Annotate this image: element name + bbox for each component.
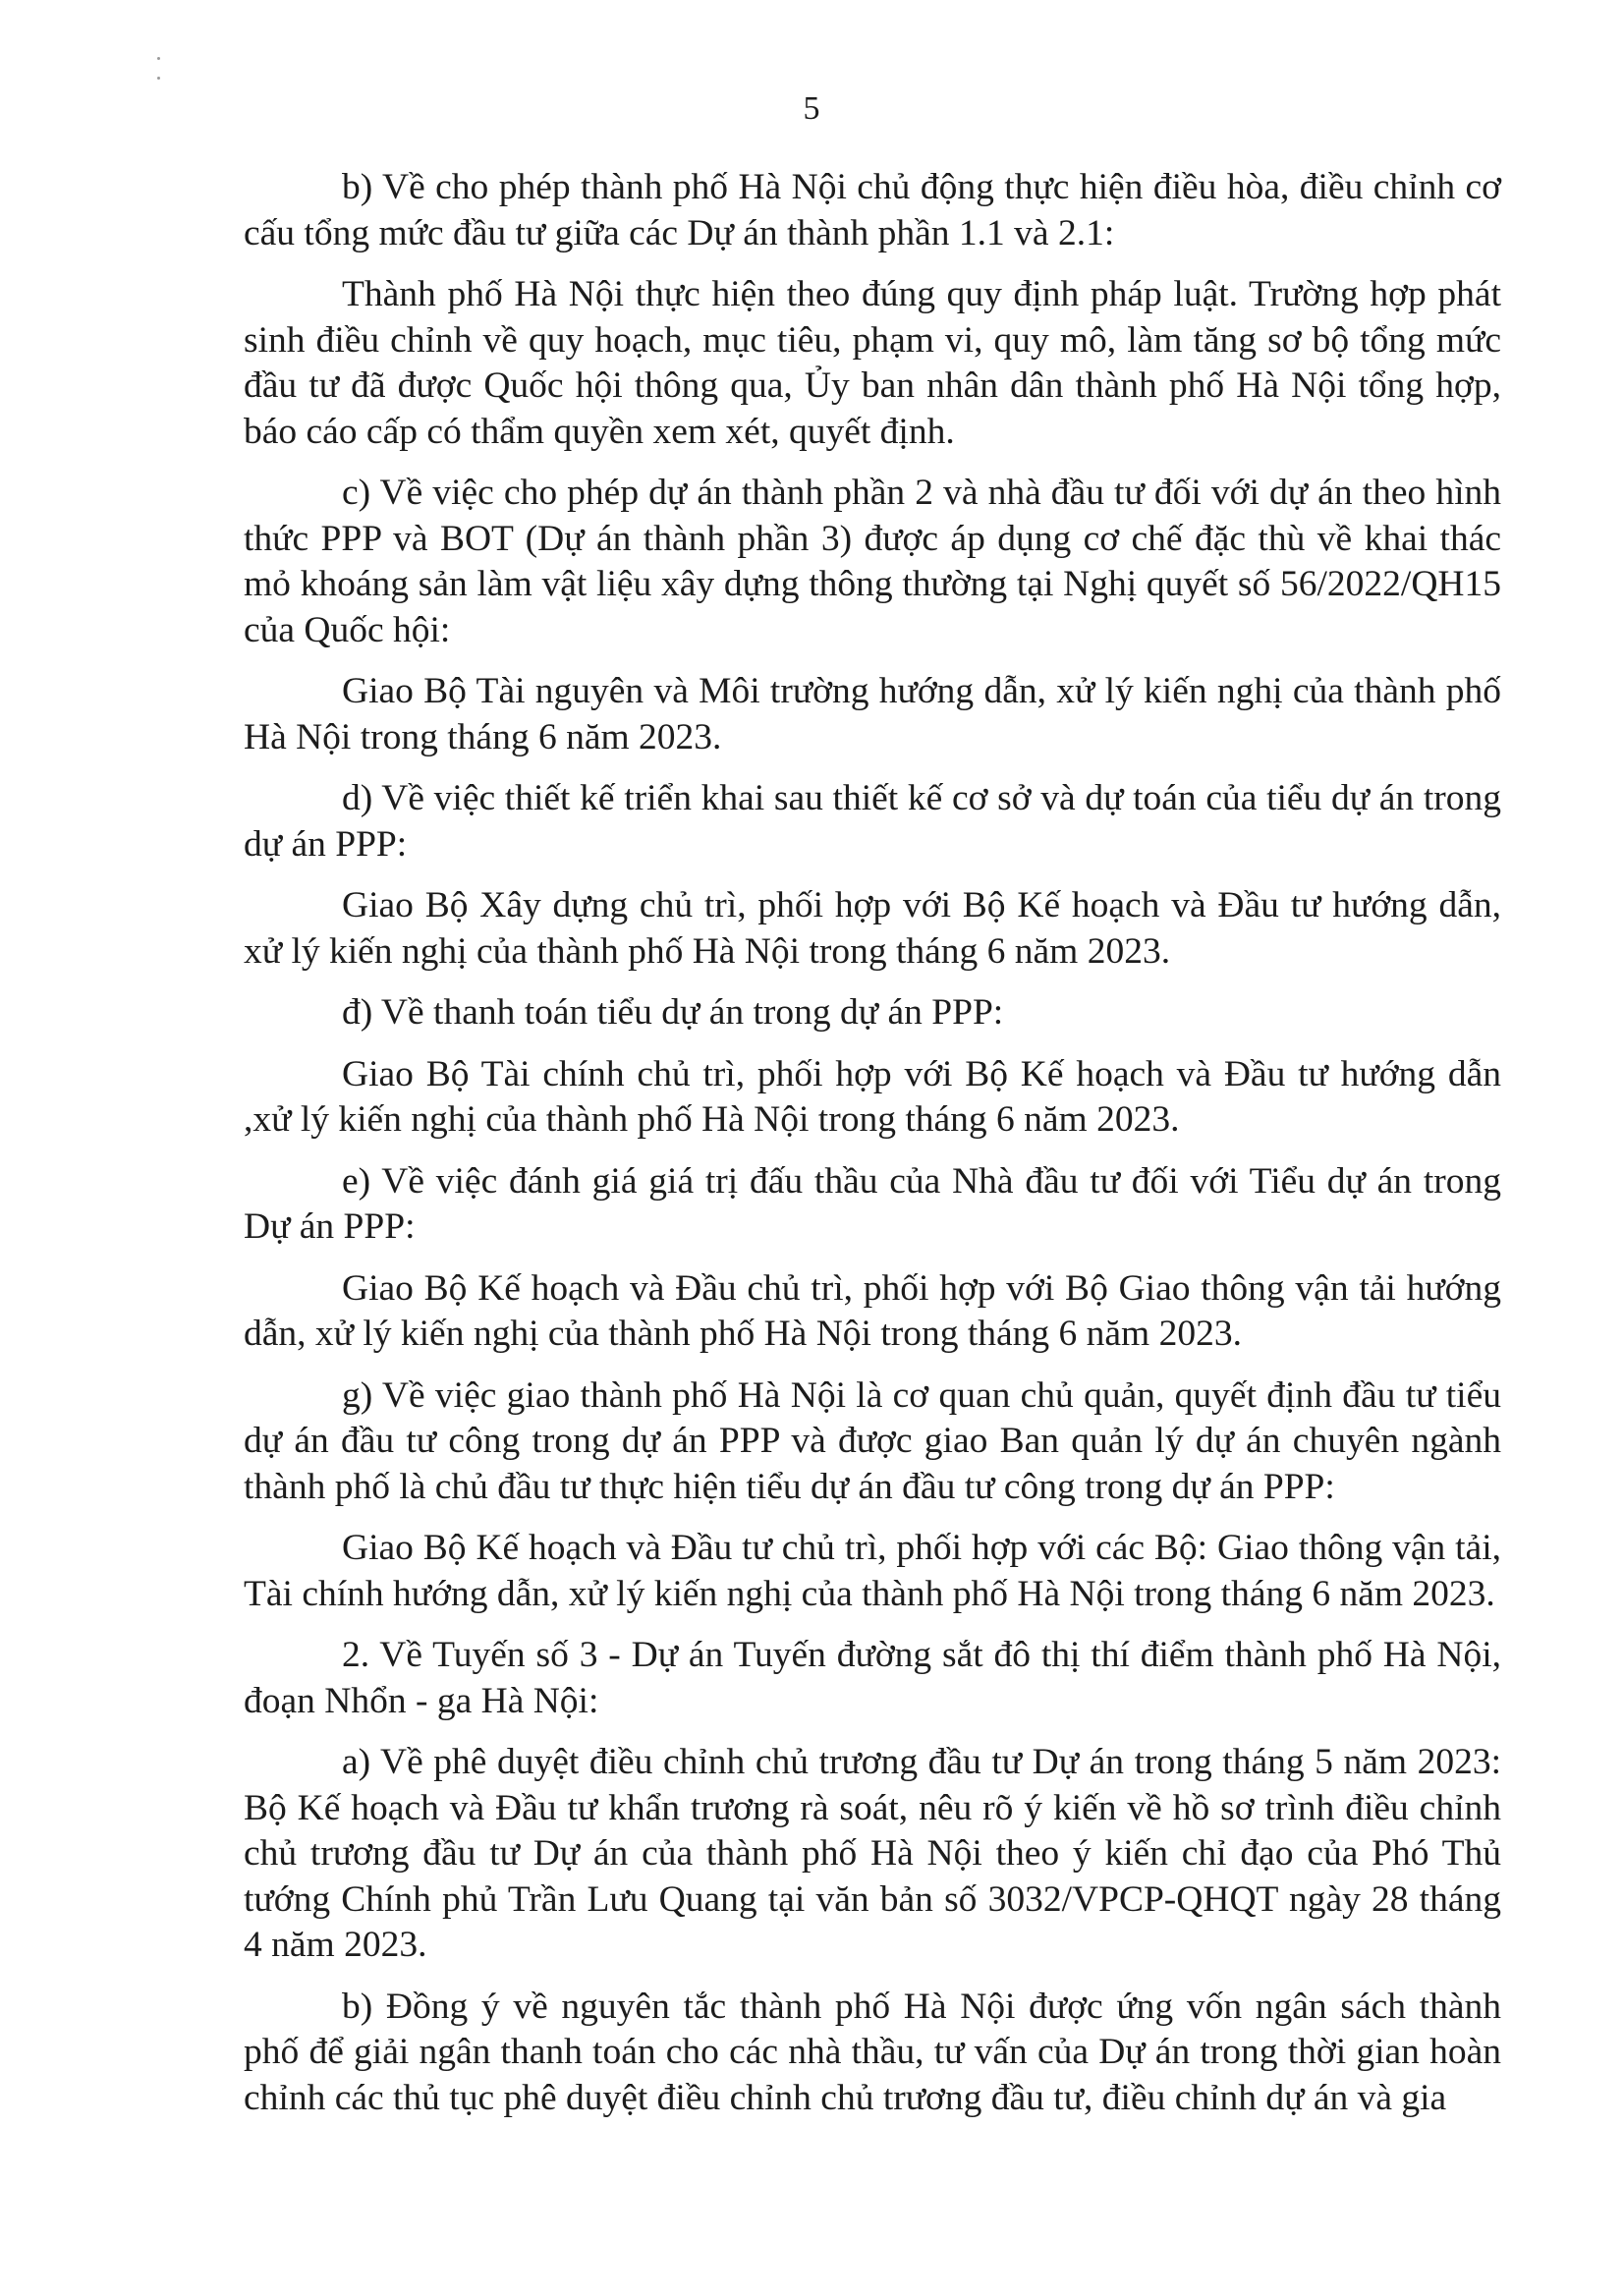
paragraph-1dd-heading: đ) Về thanh toán tiểu dự án trong dự án PPP:	[342, 992, 1004, 1033]
paragraph-1d-body: Giao Bộ Xây dựng chủ trì, phối hợp với Bộ Kế hoạch và Đầu tư hướng dẫn, xử lý kiến nghị của thành phố Hà Nội trong tháng 6 năm 2023.	[244, 885, 1501, 972]
paragraph-2b: b) Đồng ý về nguyên tắc thành phố Hà Nội được ứng vốn ngân sách thành phố để giải ngân thanh toán cho các nhà thầu, tư vấn của Dự án trong thời gian hoàn chỉnh các thủ tục phê duyệt điều chỉnh chủ trương đầu tư, điều chỉnh dự án và gia	[244, 1986, 1501, 2118]
paragraph-1g-heading: g) Về việc giao thành phố Hà Nội là cơ quan chủ quản, quyết định đầu tư tiểu dự án đầu tư công trong dự án PPP và được giao Ban quản lý dự án chuyên ngành thành phố là chủ đầu tư thực hiện tiểu dự án đầu tư công trong dự án PPP:	[244, 1374, 1501, 1507]
paragraph-2a: a) Về phê duyệt điều chỉnh chủ trương đầu tư Dự án trong tháng 5 năm 2023: Bộ Kế hoạch và Đầu tư khẩn trương rà soát, nêu rõ ý kiến về hồ sơ trình điều chỉnh chủ trương đầu tư Dự án của thành phố Hà Nội theo ý kiến chỉ đạo của Phó Thủ tướng Chính phủ Trần Lưu Quang tại văn bản số 3032/VPCP-QHQT ngày 28 tháng 4 năm 2023.	[244, 1742, 1501, 1965]
paragraph-1c-heading: c) Về việc cho phép dự án thành phần 2 và nhà đầu tư đối với dự án theo hình thức PPP và BOT (Dự án thành phần 3) được áp dụng cơ chế đặc thù về khai thác mỏ khoáng sản làm vật liệu xây dựng thông thường tại Nghị quyết số 56/2022/QH15 của Quốc hội:	[244, 473, 1501, 650]
section-2-heading: 2. Về Tuyến số 3 - Dự án Tuyến đường sắt đô thị thí điểm thành phố Hà Nội, đoạn Nhổn - ga Hà Nội:	[244, 1635, 1501, 1721]
paragraph-1g-body: Giao Bộ Kế hoạch và Đầu tư chủ trì, phối hợp với các Bộ: Giao thông vận tải, Tài chính hướng dẫn, xử lý kiến nghị của thành phố Hà Nội trong tháng 6 năm 2023.	[244, 1528, 1501, 1614]
scan-speck	[157, 57, 160, 60]
paragraph-1e-body: Giao Bộ Kế hoạch và Đầu chủ trì, phối hợp với Bộ Giao thông vận tải hướng dẫn, xử lý kiến nghị của thành phố Hà Nội trong tháng 6 năm 2023.	[244, 1267, 1501, 1354]
paragraph-1b-body: Thành phố Hà Nội thực hiện theo đúng quy định pháp luật. Trường hợp phát sinh điều chỉnh về quy hoạch, mục tiêu, phạm vi, quy mô, làm tăng sơ bộ tổng mức đầu tư đã được Quốc hội thông qua, Ủy ban nhân dân thành phố Hà Nội tổng hợp, báo cáo cấp có thẩm quyền xem xét, quyết định.	[244, 274, 1501, 452]
page-number: 5	[803, 90, 821, 127]
paragraph-1b-heading: b) Về cho phép thành phố Hà Nội chủ động thực hiện điều hòa, điều chỉnh cơ cấu tổng mức đầu tư giữa các Dự án thành phần 1.1 và 2.1:	[244, 167, 1501, 253]
paragraph-1d-heading: d) Về việc thiết kế triển khai sau thiết kế cơ sở và dự toán của tiểu dự án trong dự án PPP:	[244, 778, 1501, 865]
paragraph-1dd-body: Giao Bộ Tài chính chủ trì, phối hợp với Bộ Kế hoạch và Đầu tư hướng dẫn ,xử lý kiến nghị của thành phố Hà Nội trong tháng 6 năm 2023.	[244, 1053, 1501, 1140]
scan-speck	[157, 77, 160, 80]
document-body	[244, 165, 1501, 2121]
paragraph-1c-body: Giao Bộ Tài nguyên và Môi trường hướng dẫn, xử lý kiến nghị của thành phố Hà Nội trong tháng 6 năm 2023.	[244, 671, 1501, 757]
paragraph-1e-heading: e) Về việc đánh giá giá trị đấu thầu của Nhà đầu tư đối với Tiểu dự án trong Dự án PPP:	[244, 1160, 1501, 1247]
